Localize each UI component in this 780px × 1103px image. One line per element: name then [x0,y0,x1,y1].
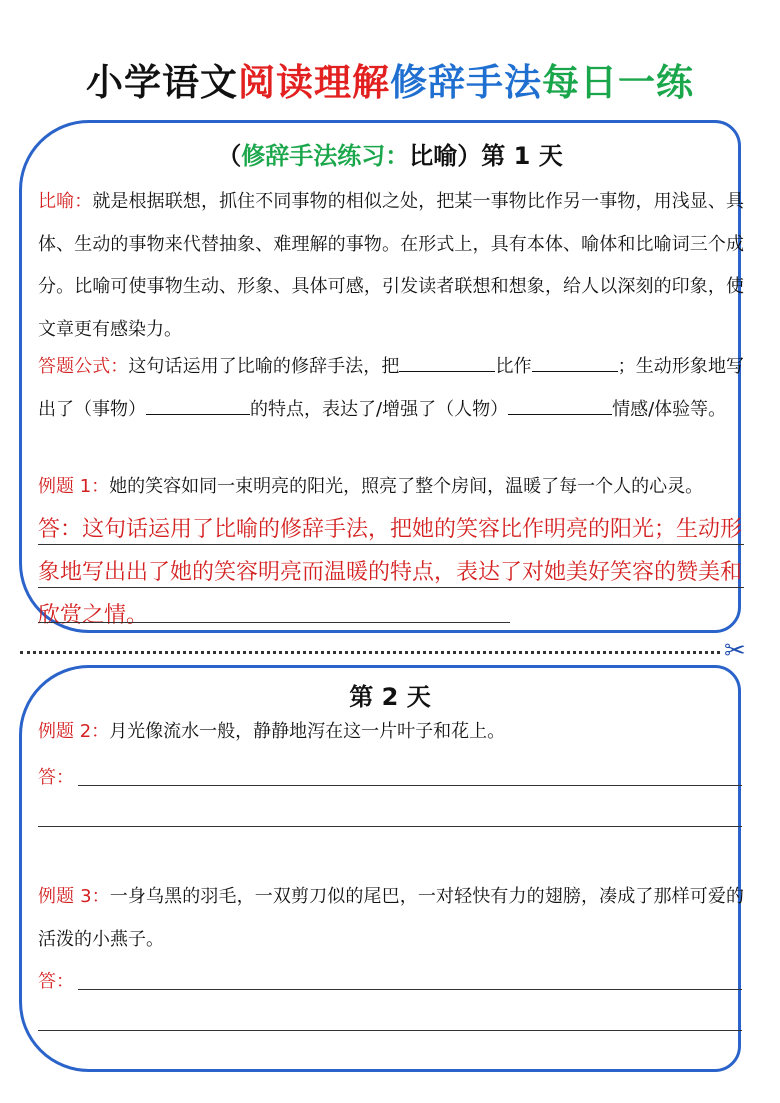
scissors-icon: ✂ [724,636,746,666]
cut-line [20,651,720,654]
blank-line[interactable] [399,353,495,372]
day1-heading: （修辞手法练习：比喻）第 1 天 [217,142,563,170]
formula-paragraph: 答题公式：这句话运用了比喻的修辞手法，把 比作 ；生动形象地写出了（事物） 的特点，表达了/增强了（人物） 情感/体验等。 [38,346,744,431]
example2-answer-label: 答： [38,767,74,788]
definition-paragraph: 比喻：就是根据联想，抓住不同事物的相似之处，把某一事物比作另一事物，用浅显、具体、生动的事物来代替抽象、难理解的事物。在形式上，具有本体、喻体和比喻词三个成分。比喻可使事物生动、形象、具体可感，引发读者联想和想象，给人以深刻的印象，使文章更有感染力。 [38,191,745,340]
day2-heading: 第 2 天 [349,683,431,711]
page-title: 小学语文阅读理解修辞手法每日一练 [86,61,694,104]
answer-underline [38,544,744,545]
answer-write-line[interactable] [38,1030,742,1031]
blank-line[interactable] [508,396,612,415]
example2: 例题 2：月光像流水一般，静静地泻在这一片叶子和花上。 [38,721,506,742]
example3-answer-label: 答： [38,971,74,992]
example1: 例题 1：她的笑容如同一束明亮的阳光，照亮了整个房间，温暖了每一个人的心灵。 [38,476,704,497]
blank-line[interactable] [532,353,618,372]
answer-underline [38,587,744,588]
answer-write-line[interactable] [78,785,742,786]
answer-write-line[interactable] [78,989,742,990]
example3: 例题 3：一身乌黑的羽毛，一双剪刀似的尾巴，一对轻快有力的翅膀，凑成了那样可爱的活泼的小燕子。 [38,886,744,950]
blank-line[interactable] [146,396,250,415]
answer-underline [38,622,510,623]
example1-answer: 答：这句话运用了比喻的修辞手法，把她的笑容比作明亮的阳光；生动形象地写出出了她的笑容明亮而温暖的特点，表达了对她美好笑容的赞美和欣赏之情。 [38,517,743,628]
answer-write-line[interactable] [38,826,742,827]
